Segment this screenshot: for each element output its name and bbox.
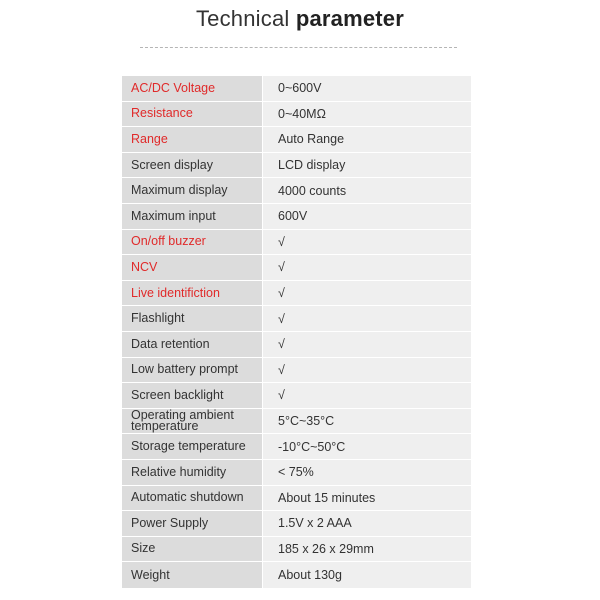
- row-label: Low battery prompt: [122, 358, 263, 383]
- row-label: Automatic shutdown: [122, 486, 263, 511]
- table-row: [122, 102, 471, 128]
- row-label: Screen display: [122, 153, 263, 178]
- row-label: Flashlight: [122, 306, 263, 331]
- title-bold-part: parameter: [295, 6, 405, 31]
- row-value: About 130g: [278, 568, 342, 583]
- row-label: Size: [122, 537, 263, 562]
- table-row: [122, 537, 471, 563]
- table-row: [122, 511, 471, 537]
- table-row: [122, 178, 471, 204]
- row-label: Operating ambient temperature: [122, 409, 263, 434]
- row-label: Range: [122, 127, 263, 152]
- row-value: 600V: [278, 209, 308, 224]
- row-label: AC/DC Voltage: [122, 76, 263, 101]
- row-label: Maximum input: [122, 204, 263, 229]
- row-label: Weight: [122, 562, 263, 588]
- row-value: √: [278, 362, 285, 377]
- row-label: Resistance: [122, 102, 263, 127]
- row-value: < 75%: [278, 465, 314, 480]
- table-row: [122, 562, 471, 588]
- table-row: [122, 332, 471, 358]
- spec-table: [122, 76, 471, 588]
- row-value: 0~600V: [278, 81, 322, 96]
- table-row: [122, 434, 471, 460]
- table-row: [122, 230, 471, 256]
- row-value: 185 x 26 x 29mm: [278, 541, 374, 556]
- table-row: [122, 383, 471, 409]
- row-value: About 15 minutes: [278, 490, 376, 505]
- table-row: [122, 127, 471, 153]
- row-value: -10°C~50°C: [278, 439, 346, 454]
- table-row: [122, 409, 471, 435]
- row-value: 4000 counts: [278, 183, 347, 198]
- table-row: [122, 204, 471, 230]
- row-value: 1.5V x 2 AAA: [278, 516, 352, 531]
- row-label: Data retention: [122, 332, 263, 357]
- row-value: √: [278, 286, 285, 301]
- row-label: On/off buzzer: [122, 230, 263, 255]
- table-row: [122, 306, 471, 332]
- title-light-part: Technical: [195, 6, 290, 31]
- row-label: Storage temperature: [122, 434, 263, 459]
- table-row: [122, 486, 471, 512]
- row-value: LCD display: [278, 158, 346, 173]
- row-label: NCV: [122, 255, 263, 280]
- row-label: Screen backlight: [122, 383, 263, 408]
- table-row: [122, 358, 471, 384]
- row-value: 5°C~35°C: [278, 414, 335, 429]
- row-label: Relative humidity: [122, 460, 263, 485]
- page-title: [0, 6, 600, 32]
- row-label: Power Supply: [122, 511, 263, 536]
- row-label: Maximum display: [122, 178, 263, 203]
- table-row: [122, 460, 471, 486]
- table-row: [122, 255, 471, 281]
- row-label: Live identifiction: [122, 281, 263, 306]
- title-divider: [140, 47, 457, 48]
- row-value: Auto Range: [278, 132, 345, 147]
- table-row: [122, 76, 471, 102]
- row-value: √: [278, 337, 285, 352]
- row-value: 0~40MΩ: [278, 106, 326, 121]
- row-value: √: [278, 388, 285, 403]
- row-value: √: [278, 234, 285, 249]
- table-row: [122, 153, 471, 179]
- row-value: √: [278, 311, 285, 326]
- row-value: √: [278, 260, 285, 275]
- table-row: [122, 281, 471, 307]
